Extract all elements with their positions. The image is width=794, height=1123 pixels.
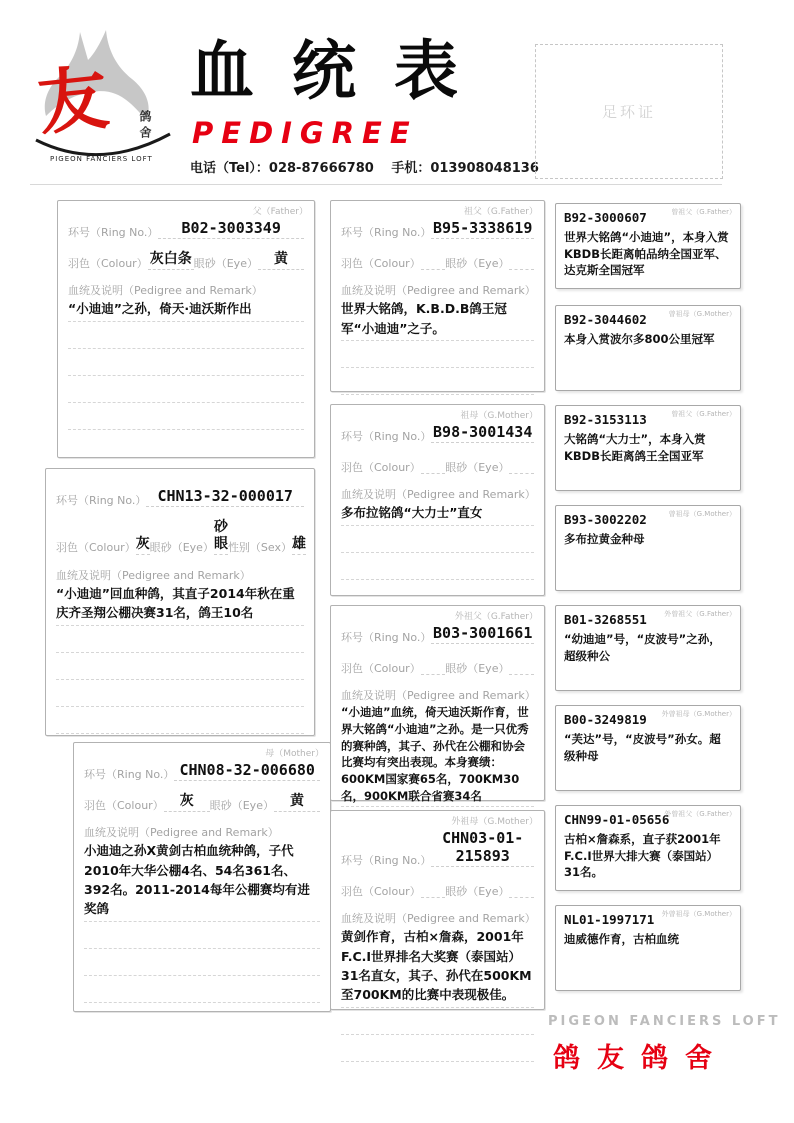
write-in-line [341, 580, 534, 607]
ring-no-value: CHN03-01-215893 [431, 829, 534, 867]
footer-loft-chinese: 鸽友鸽舍 [553, 1043, 729, 1074]
page-subtitle: PEDIGREE [192, 116, 418, 150]
ring-no-label: 环号（Ring No.） [68, 225, 159, 239]
ring-no-value: B92-3000607 [564, 210, 647, 225]
relation-label: 外曾祖父（G.Father） [664, 610, 736, 618]
write-in-line [341, 341, 534, 368]
grandfather-box [330, 200, 545, 392]
mother-box [73, 742, 331, 1012]
relation-label-father: 父（Father） [252, 207, 308, 217]
ggparent-box-7 [555, 805, 741, 891]
relation-label-mgmother: 外祖母（G.Mother） [451, 817, 538, 827]
ring-no-value: NL01-1997171 [564, 912, 655, 927]
eye-label: 眼砂（Eye） [209, 798, 274, 812]
eye-label: 眼砂（Eye） [193, 256, 258, 270]
relation-label-mgfather: 外祖父（G.Father） [454, 612, 538, 622]
write-in-line [341, 368, 534, 395]
ring-no-value: B95-3338619 [433, 219, 533, 237]
remark-text: 多布拉铭鸽“大力士”直女 [341, 503, 534, 525]
write-in-line [56, 626, 304, 653]
ring-no-value: B98-3001434 [433, 423, 533, 441]
relation-label-mother: 母（Mother） [265, 749, 324, 759]
loft-logo [28, 22, 183, 172]
colour-value: 灰 [136, 536, 150, 555]
colour-label: 羽色（Colour） [84, 798, 164, 812]
remark-text: 大铭鸽“大力士”，本身入赏KBDB长距离鸽王全国亚军 [564, 432, 706, 463]
eye-label: 眼砂（Eye） [445, 460, 510, 474]
eye-label: 眼砂（Eye） [445, 884, 510, 898]
write-in-line [68, 349, 304, 376]
ring-no-value: B93-3002202 [564, 512, 647, 527]
eye-value [509, 455, 534, 474]
logo-caption: PIGEON FANCIERS LOFT [50, 155, 153, 163]
page-title: 血统表 [190, 35, 496, 109]
ring-no-value: CHN13-32-000017 [146, 487, 304, 507]
relation-label: 外曾祖父（G.Father） [664, 810, 736, 818]
father-box [57, 200, 315, 458]
remark-label: 血统及说明（Pedigree and Remark） [341, 689, 536, 702]
remark-text: 世界大铭鸽，K.B.D.B鸽王冠军“小迪迪”之子。 [341, 299, 534, 341]
header-divider [30, 184, 722, 185]
remark-text: 古柏×詹森系，直子获2001年F.C.I世界大排大赛（泰国站）31名。 [564, 832, 721, 880]
write-in-line [56, 680, 304, 707]
relation-label: 曾祖父（G.Father） [671, 410, 736, 418]
ring-no-label: 环号（Ring No.） [341, 429, 432, 443]
colour-value: 灰 [164, 793, 210, 812]
write-in-line [341, 1008, 534, 1035]
remark-text: 多布拉黄金种母 [564, 532, 645, 546]
logo-vertical-text: 鸽舍 [138, 110, 152, 142]
relation-label: 曾祖母（G.Mother） [668, 510, 736, 518]
ggparent-box-2 [555, 305, 741, 391]
colour-label: 羽色（Colour） [341, 884, 421, 898]
colour-value [421, 455, 446, 474]
write-in-line [68, 403, 304, 430]
write-in-line [84, 922, 320, 949]
relation-label: 外曾祖母（G.Mother） [661, 910, 736, 918]
relation-label: 曾祖母（G.Mother） [668, 310, 736, 318]
ring-no-value: B02-3003349 [158, 219, 304, 239]
remark-text: “芙达”号，“皮波号”孙女。超级种母 [564, 732, 721, 763]
write-in-line [68, 322, 304, 349]
write-in-line [56, 653, 304, 680]
remark-text: “小迪迪”之孙，倚天·迪沃斯作出 [68, 299, 304, 321]
ring-no-label: 环号（Ring No.） [56, 493, 147, 507]
ggparent-box-6 [555, 705, 741, 791]
ring-no-value: CHN99-01-05656 [564, 812, 670, 827]
colour-label: 羽色（Colour） [341, 256, 421, 270]
logo-character: 友 [33, 56, 113, 146]
remark-text: “小迪迪”血统，倚天迪沃斯作育，世界大铭鸽“小迪迪”之孙。是一只优秀的赛种鸽，其子、孙代在公棚和协会比赛均有突出表现。本身赛绩：600KM国家赛65名，700KM30名，900KM联合省赛34名 [341, 704, 534, 807]
remark-text: “小迪迪”回血种鸽，其直子2014年秋在重庆齐圣翔公棚决赛31名，鸽王10名 [56, 584, 304, 626]
write-in-line [341, 526, 534, 553]
colour-label: 羽色（Colour） [341, 661, 421, 675]
sex-label: 性别（Sex） [227, 541, 293, 555]
subject-box [45, 468, 315, 736]
remark-label: 血统及说明（Pedigree and Remark） [56, 568, 251, 582]
relation-label: 外曾祖母（G.Mother） [661, 710, 736, 718]
grandmother-box [330, 404, 545, 596]
eye-value: 砂眼 [214, 519, 228, 555]
remark-label: 血统及说明（Pedigree and Remark） [68, 284, 263, 297]
colour-value [421, 879, 446, 898]
ggparent-box-8 [555, 905, 741, 991]
ggparent-box-5 [555, 605, 741, 691]
relation-label-gmother: 祖母（G.Mother） [460, 411, 538, 421]
eye-label: 眼砂（Eye） [445, 256, 510, 270]
ring-no-label: 环号（Ring No.） [341, 225, 432, 239]
relation-label-gfather: 祖父（G.Father） [463, 207, 538, 217]
ring-no-value: B00-3249819 [564, 712, 647, 727]
write-in-line [84, 976, 320, 1003]
ggparent-box-3 [555, 405, 741, 491]
write-in-line [56, 707, 304, 734]
remark-text: 黄剑作育，古柏×詹森，2001年F.C.I世界排名大奖赛（泰国站）31名直女，其子、孙代在500KM至700KM的比赛中表现极佳。 [341, 927, 534, 1008]
remark-label: 血统及说明（Pedigree and Remark） [341, 488, 536, 501]
write-in-line [341, 553, 534, 580]
ggparent-box-1 [555, 203, 741, 289]
remark-text: 本身入赏波尔多800公里冠军 [564, 332, 715, 346]
ring-certificate-box [535, 44, 723, 179]
ring-no-value: B03-3001661 [433, 624, 533, 642]
ring-no-label: 环号（Ring No.） [341, 853, 432, 867]
ring-no-value: CHN08-32-006680 [174, 761, 320, 781]
eye-value [509, 879, 534, 898]
colour-value [421, 656, 446, 675]
ggparent-box-4 [555, 505, 741, 591]
ring-no-value: B92-3044602 [564, 312, 647, 327]
eye-value [509, 251, 534, 270]
ring-no-label: 环号（Ring No.） [84, 767, 175, 781]
colour-value [421, 251, 446, 270]
write-in-line [68, 376, 304, 403]
ring-no-value: B92-3153113 [564, 412, 647, 427]
remark-text: 小迪迪之孙X黄剑古柏血统种鸽，子代2010年大华公棚4名、54名361名、392名。2011-2014每年公棚赛均有进奖鸽 [84, 841, 320, 922]
colour-label: 羽色（Colour） [56, 541, 136, 555]
remark-text: 世界大铭鸽“小迪迪”，本身入赏KBDB长距离帕品纳全国亚军、达克斯全国冠军 [564, 230, 729, 278]
maternal-grandmother-box [330, 810, 545, 1010]
contact-info: 电话（Tel）：028-87666780 手机：013908048136 [190, 161, 539, 176]
remark-text: 迪威德作育，古柏血统 [564, 932, 679, 946]
sex-value: 雄 [292, 536, 306, 555]
eye-value [509, 656, 534, 675]
footer-loft-english: PIGEON FANCIERS LOFT [548, 1014, 781, 1029]
colour-label: 羽色（Colour） [68, 256, 148, 270]
write-in-line [84, 949, 320, 976]
remark-label: 血统及说明（Pedigree and Remark） [84, 826, 279, 839]
eye-label: 眼砂（Eye） [149, 541, 214, 555]
write-in-line [341, 1035, 534, 1062]
colour-value: 灰白条 [148, 251, 194, 270]
eye-value: 黄 [258, 251, 304, 270]
relation-label: 曾祖父（G.Father） [671, 208, 736, 216]
remark-label: 血统及说明（Pedigree and Remark） [341, 284, 536, 297]
remark-text: “幼迪迪”号，“皮波号”之孙，超级种公 [564, 632, 721, 663]
ring-no-value: B01-3268551 [564, 612, 647, 627]
eye-label: 眼砂（Eye） [445, 661, 510, 675]
ring-no-label: 环号（Ring No.） [341, 630, 432, 644]
ring-certificate-label: 足环证 [601, 103, 656, 121]
eye-value: 黄 [274, 793, 320, 812]
colour-label: 羽色（Colour） [341, 460, 421, 474]
remark-label: 血统及说明（Pedigree and Remark） [341, 912, 536, 925]
maternal-grandfather-box [330, 605, 545, 801]
